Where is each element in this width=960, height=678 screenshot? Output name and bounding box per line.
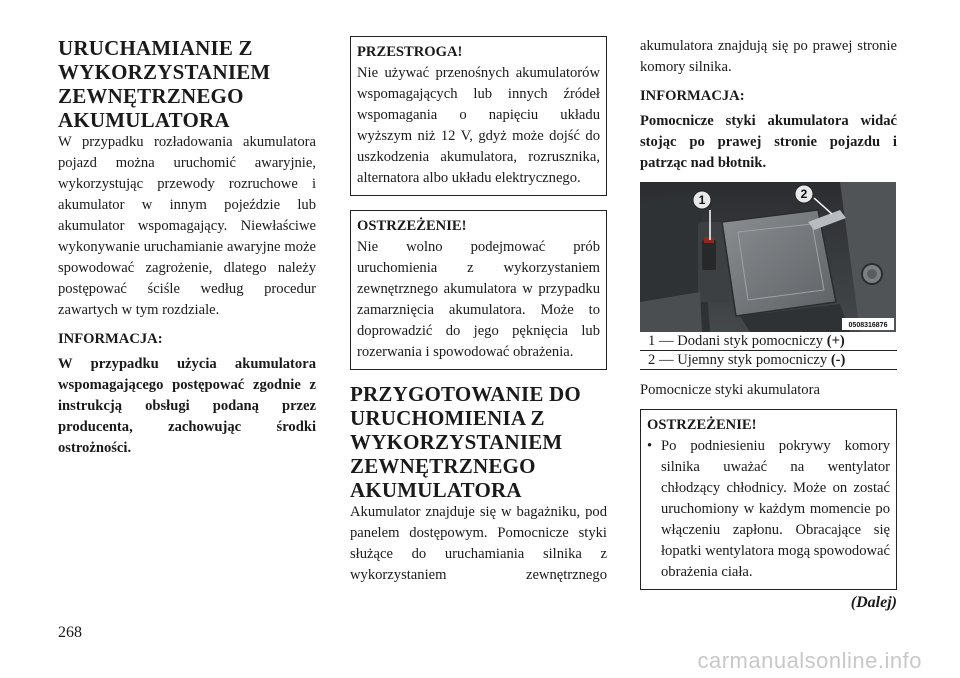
preparation-paragraph: Akumulator znajduje się w bagażniku, pod panelem dostępowym. Pomocnicze styki służące do uruchamiania silnika z wykorzystaniem zewnętrznego bbox=[350, 504, 607, 583]
column-middle bbox=[350, 36, 607, 586]
caution-title: PRZESTROGA! bbox=[357, 44, 463, 60]
watermark: carmanualsonline.info bbox=[697, 648, 922, 673]
info-body-2: Pomocnicze styki akumulatora widać stojąc po prawej stronie pojazdu i patrząc nad błotnik. bbox=[640, 113, 897, 171]
column-left bbox=[58, 36, 316, 459]
warning-bullet-item bbox=[647, 436, 890, 583]
legend-item-positive: 1 — Dodani styk pomocniczy (+) bbox=[640, 332, 897, 351]
info-heading-2: INFORMACJA: bbox=[640, 88, 745, 104]
warning-box-frozen bbox=[350, 210, 607, 370]
photo-legend bbox=[640, 332, 897, 370]
image-code: 0508316876 bbox=[848, 322, 888, 329]
info-heading: INFORMACJA: bbox=[58, 331, 163, 347]
warning-box-fan bbox=[640, 409, 897, 590]
continued-paragraph: akumulatora znajdują się po prawej stronie komory silnika. bbox=[640, 38, 897, 75]
callout-2: 2 bbox=[800, 187, 808, 201]
bullet-glyph: • bbox=[647, 438, 653, 454]
warning-body: Nie wolno podejmować prób uruchomienia z wykorzystaniem zewnętrznego akumulatora w przypadku zamarznięcia akumulatora. Może to doprowadzić do jego pęknięcia lub rozerwania i spowodować obrażenia. bbox=[357, 239, 600, 360]
engine-bay-illustration bbox=[640, 182, 896, 332]
positive-terminal-shape bbox=[702, 240, 716, 270]
jump-start-paragraph: W przypadku rozładowania akumulatora pojazd można uruchomić awaryjnie, wykorzystując przewody rozruchowe i akumulator w innym pojeździe lub akumulator wspomagający. Niewłaściwe wykonywanie uruchamianie awaryjne może spowodować zagrożenie, dlatego należy postępować ściśle według procedur zawartych w tym rozdziale. bbox=[58, 134, 316, 318]
engine-bay-photo bbox=[640, 182, 896, 332]
caution-box bbox=[350, 36, 607, 196]
info-body: W przypadku użycia akumulatora wspomagającego postępować zgodnie z instrukcją obsługi podaną przez producenta, zachowując środki ostrożności. bbox=[58, 356, 316, 456]
caution-body: Nie używać przenośnych akumulatorów wspomagających lub innych źródeł wspomagania o napięciu układu wyższym niż 12 V, gdyż może dojść do uszkodzenia akumulatora, rozrusznika, alternatora albo układu elektrycznego. bbox=[357, 65, 600, 186]
warning-title-2: OSTRZEŻENIE! bbox=[647, 417, 757, 433]
photo-caption: Pomocnicze styki akumulatora bbox=[640, 382, 820, 398]
legend-item-negative: 2 — Ujemny styk pomocniczy (-) bbox=[640, 351, 897, 370]
section-title-jump-start: URUCHAMIANIE Z WYKORZYSTANIEM ZEWNĘTRZNEGO AKUMULATORA bbox=[58, 36, 271, 132]
callout-1: 1 bbox=[698, 193, 706, 207]
warning-body-2: Po podniesieniu pokrywy komory silnika uważać na wentylator chłodzący chłodnicy. Może on zostać uruchomiony w każdym momencie po włączeniu zapłonu. Obracające się łopatki wentylatora mogą spowodować obrażenia ciała. bbox=[661, 438, 890, 580]
section-title-preparation: PRZYGOTOWANIE DO URUCHOMIENIA Z WYKORZYSTANIEM ZEWNĘTRZNEGO AKUMULATORA bbox=[350, 382, 581, 502]
continued-marker: (Dalej) bbox=[850, 594, 897, 611]
warning-title: OSTRZEŻENIE! bbox=[357, 218, 467, 234]
page-number: 268 bbox=[58, 624, 82, 641]
column-right bbox=[640, 36, 897, 612]
